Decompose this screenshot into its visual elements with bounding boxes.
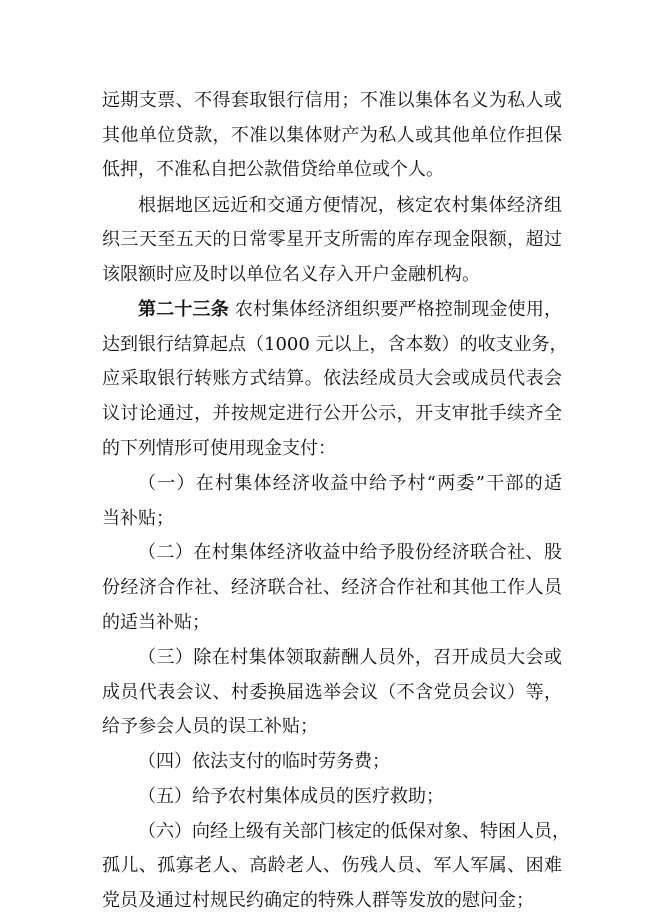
text-line: 该限额时应及时以单位名义存入开户金融机构。 [102,264,480,285]
paragraph-start-line: 根据地区远近和交通方便情况，核定农村集体经济组 [138,195,562,216]
article-text: 农村集体经济组织要严格控制现金使用， [234,299,563,320]
text-line: 低押，不准私自把公款借贷给单位或个人。 [102,159,444,180]
text-line: 议讨论通过，并按规定进行公开公示，开支审批手续齐全 [102,403,562,424]
list-item-line: （二）在村集体经济收益中给予股份经济联合社、股 [138,542,562,563]
list-item-line: （三）除在村集体领取薪酬人员外，召开成员大会或 [138,647,562,668]
text-line: 其他单位贷款，不准以集体财产为私人或其他单位作担保 [102,125,562,146]
text-line: 份经济合作社、经济联合社、经济合作社和其他工作人员 [102,577,562,598]
text-line: 应采取银行转账方式结算。依法经成员大会或成员代表会 [102,368,562,389]
article-label: 第二十三条 [138,299,229,320]
article-heading-line [138,295,562,325]
text-line: 给予参会人员的误工补贴； [102,716,318,737]
text-line: 孤儿、孤寡老人、高龄老人、伤残人员、军人军属、困难 [102,855,562,876]
text-line: 当补贴； [102,508,174,529]
text-line: 成员代表会议、村委换届选举会议（不含党员会议）等， [102,682,562,703]
text-line: 远期支票、不得套取银行信用；不准以集体名义为私人或 [102,90,562,111]
list-item-line: （四）依法支付的临时劳务费； [138,751,390,772]
list-item-line: （五）给予农村集体成员的医疗救助； [138,786,444,807]
list-item-line: （六）向经上级有关部门核定的低保对象、特困人员， [138,821,570,842]
text-line: 织三天至五天的日常零星开支所需的库存现金限额，超过 [102,229,562,250]
text-line: 党员及通过村规民约确定的特殊人群等发放的慰问金； [102,890,534,911]
text-line: 的下列情形可使用现金支付： [102,438,336,459]
list-item-line: （一）在村集体经济收益中给予村“两委”干部的适 [138,473,562,494]
text-line: 达到银行结算起点（1000 元以上，含本数）的收支业务， [102,334,568,355]
text-line: 的适当补贴； [102,612,210,633]
